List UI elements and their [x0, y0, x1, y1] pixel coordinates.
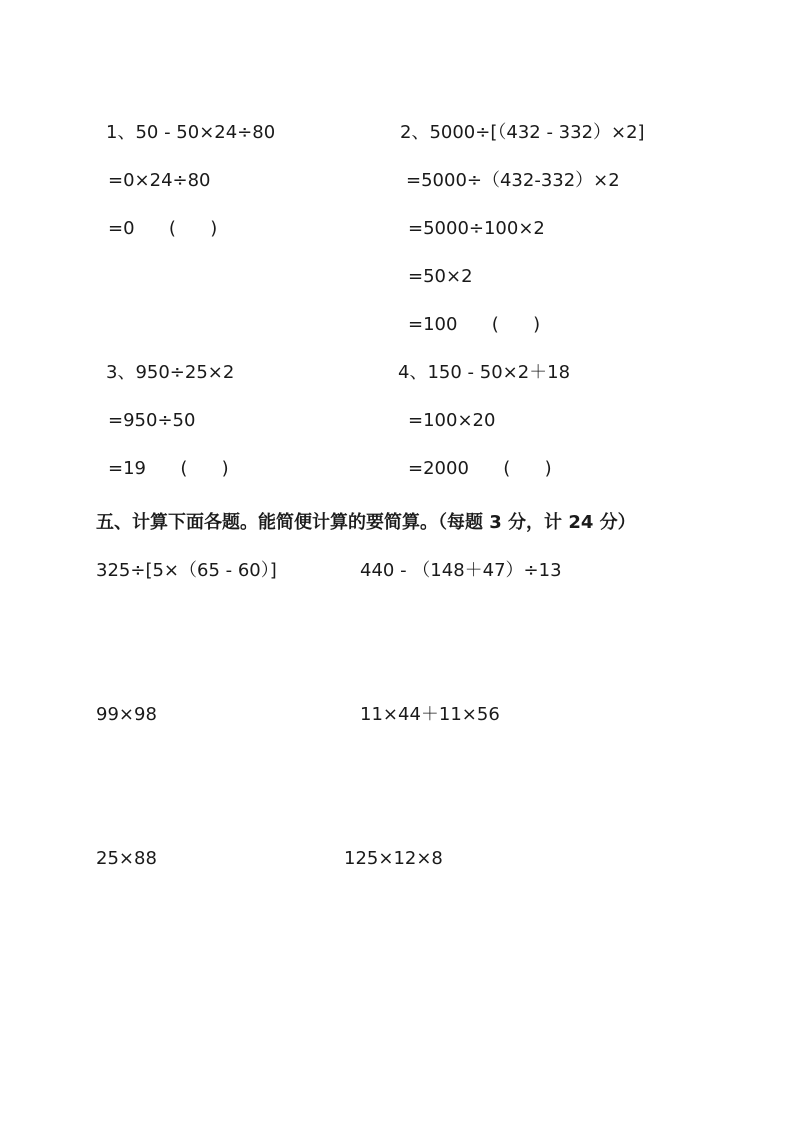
exercise-6: 125×12×8 [344, 848, 443, 869]
exercise-4: 11×44＋11×56 [360, 704, 500, 725]
exercise-5: 25×88 [96, 848, 157, 869]
problem-1-question: 1、50 - 50×24÷80 [106, 122, 276, 143]
section-5-heading: 五、计算下面各题。能简便计算的要简算。（每题 3 分，计 24 分） [96, 512, 636, 533]
problem-3-step-1: =950÷50 [108, 410, 196, 431]
problem-3-step-2: =19 ( ) [108, 458, 229, 479]
problem-2-step-1: =5000÷（432-332）×2 [406, 170, 620, 191]
problem-3-question: 3、950÷25×2 [106, 362, 235, 383]
problem-2-step-4: =100 ( ) [408, 314, 541, 335]
problem-2-question: 2、5000÷[（432 - 332）×2] [400, 122, 645, 143]
problem-2-step-2: =5000÷100×2 [408, 218, 545, 239]
exercise-1: 325÷[5×（65 - 60）] [96, 560, 277, 581]
problem-4-question: 4、150 - 50×2＋18 [398, 362, 571, 383]
problem-1-step-1: =0×24÷80 [108, 170, 211, 191]
exercise-2: 440 - （148＋47）÷13 [360, 560, 562, 581]
problem-2-step-3: =50×2 [408, 266, 473, 287]
problem-4-step-2: =2000 ( ) [408, 458, 552, 479]
problem-4-step-1: =100×20 [408, 410, 496, 431]
problem-1-step-2: =0 ( ) [108, 218, 218, 239]
exercise-3: 99×98 [96, 704, 157, 725]
